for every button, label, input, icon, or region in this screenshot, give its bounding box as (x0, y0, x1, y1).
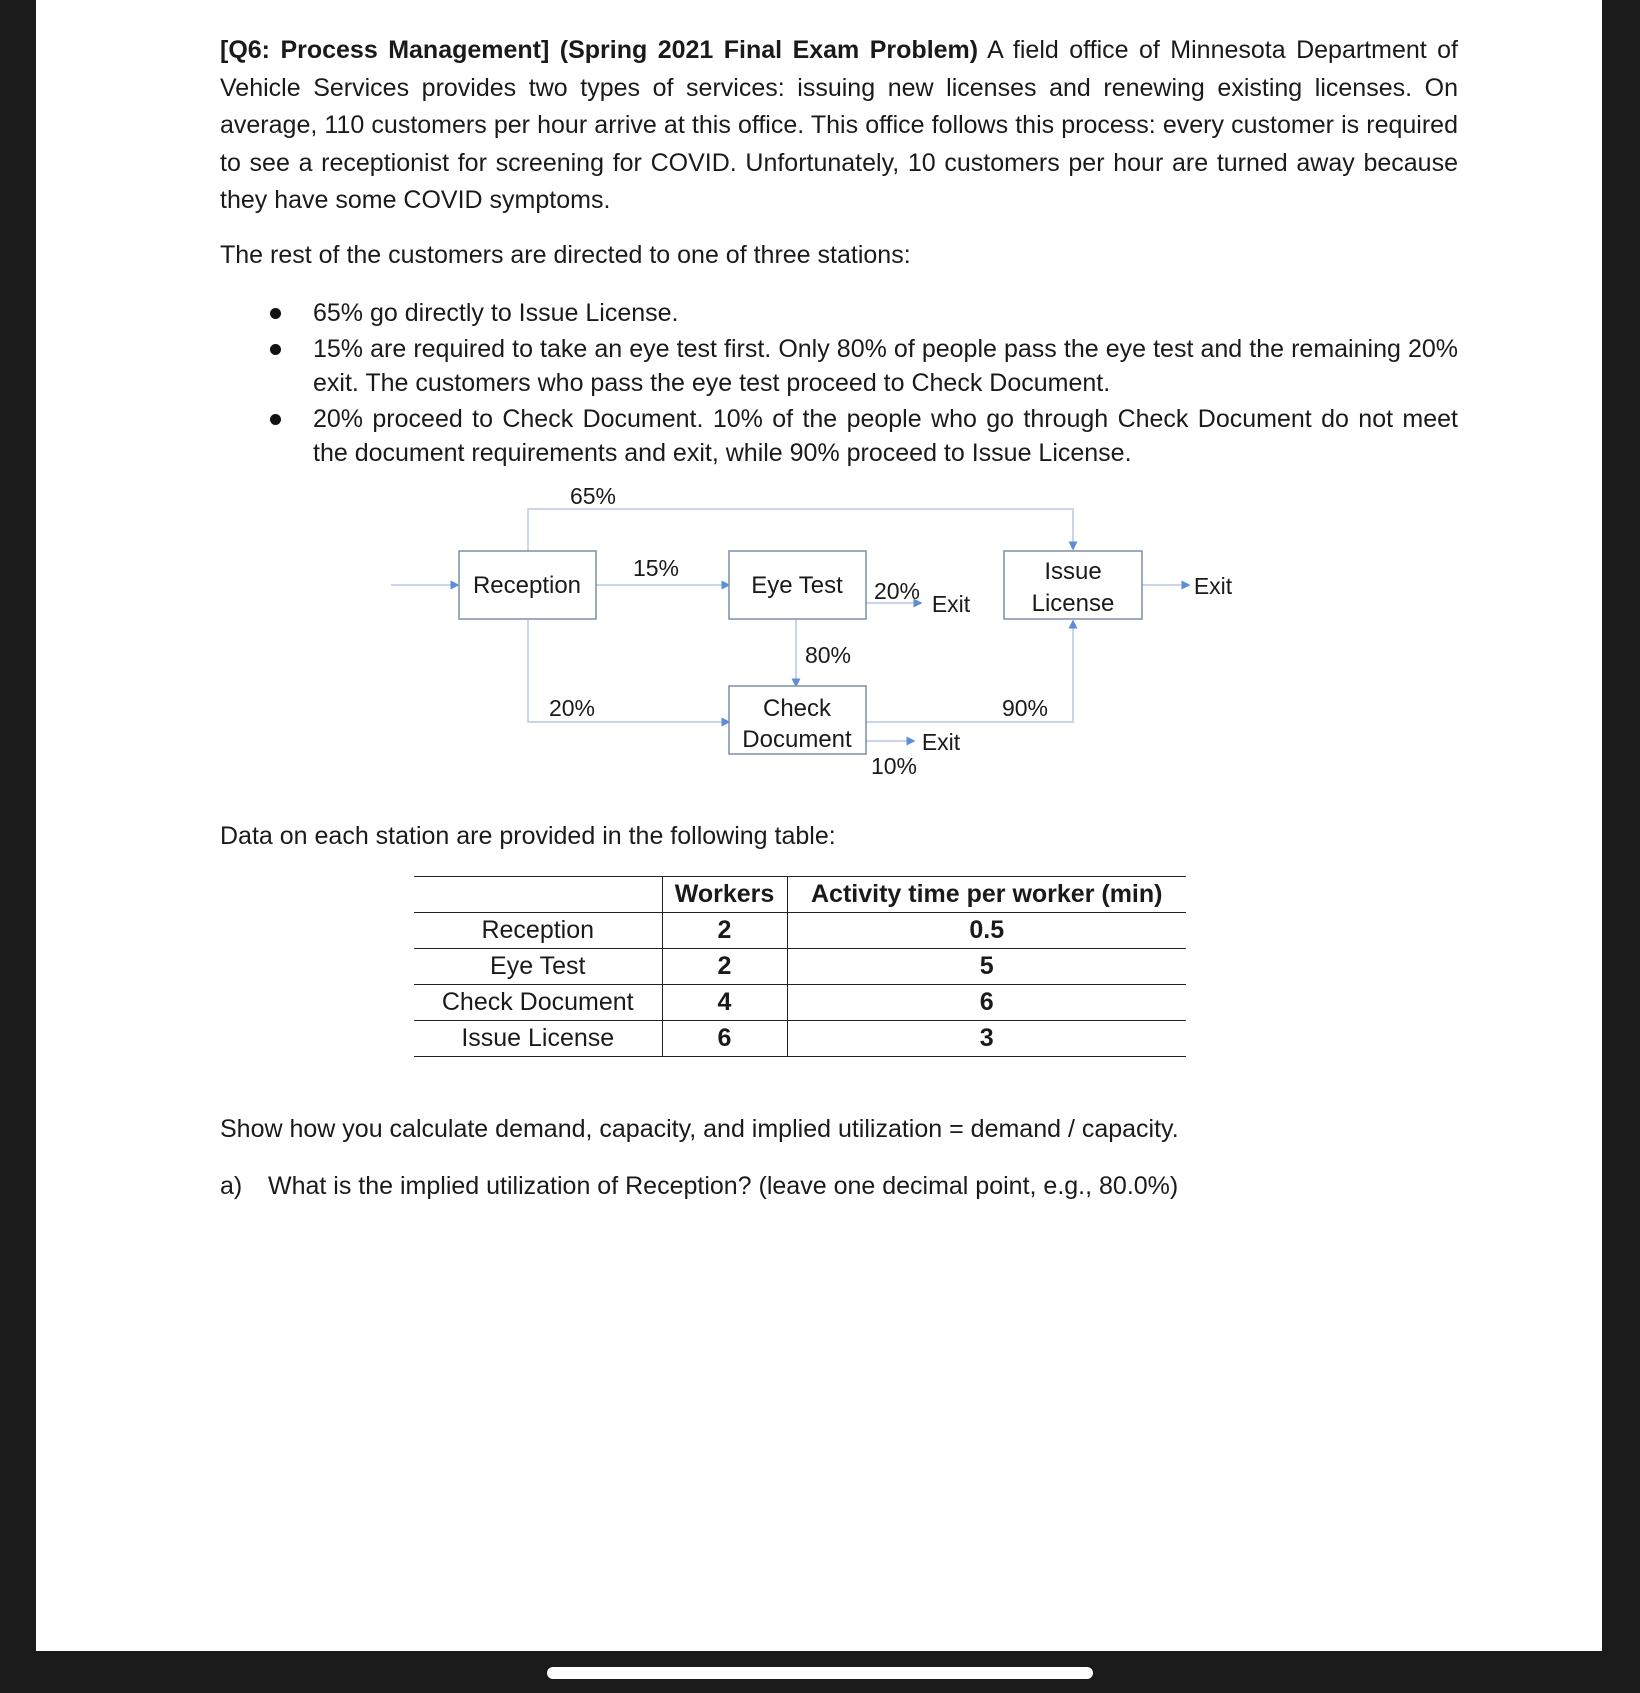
question-a-label: a) (220, 1172, 243, 1200)
check-document-label-line2: Document (742, 726, 852, 753)
exit-label: Exit (921, 729, 961, 755)
exit-label: Exit (1193, 573, 1233, 599)
bullet-text: 20% proceed to Check Document. 10% of the people who go through Check Document do not meet the document requirements and exit, while 90% proceed to Issue License. (313, 405, 1458, 467)
pct-check-document: 20% (548, 695, 596, 721)
pct-document-pass: 90% (1001, 695, 1049, 721)
workers-value: 6 (662, 1021, 787, 1057)
pct-eye-test: 15% (632, 555, 680, 581)
station-data-table (414, 876, 1186, 1057)
table-row (414, 1021, 1186, 1057)
header-activity-time: Activity time per worker (min) (787, 877, 1186, 913)
eye-test-label: Eye Test (751, 572, 843, 599)
table-row (414, 985, 1186, 1021)
workers-value: 2 (662, 949, 787, 985)
arrow-to-issue-license (528, 509, 1073, 551)
table-row (414, 949, 1186, 985)
calculation-instruction: Show how you calculate demand, capacity, and implied utilization = demand / capacity. (220, 1115, 1179, 1143)
issue-license-label-line2: License (1031, 590, 1115, 617)
activity-time-value: 5 (787, 949, 1186, 985)
station-name: Reception (414, 913, 662, 949)
table-intro: Data on each station are provided in the following table: (220, 822, 836, 850)
question-a-text: What is the implied utilization of Reception? (leave one decimal point, e.g., 80.0%) (268, 1172, 1179, 1200)
pct-eye-test-pass: 80% (804, 642, 852, 668)
header-station (414, 877, 662, 913)
question-a (220, 1172, 1178, 1201)
routing-intro: The rest of the customers are directed to one of three stations: (220, 241, 911, 269)
problem-heading: [Q6: Process Management] (Spring 2021 Final Exam Problem) (220, 36, 979, 64)
table-row (414, 913, 1186, 949)
station-name: Eye Test (414, 949, 662, 985)
pct-document-exit: 10% (870, 753, 918, 779)
exit-label: Exit (931, 591, 971, 617)
station-name: Issue License (414, 1021, 662, 1057)
issue-license-label-line1: Issue (1044, 558, 1102, 585)
reception-label: Reception (472, 572, 582, 599)
station-name: Check Document (414, 985, 662, 1021)
activity-time-value: 3 (787, 1021, 1186, 1057)
bullet-text: 65% go directly to Issue License. (313, 299, 679, 327)
pct-issue-direct: 65% (569, 483, 617, 509)
activity-time-value: 0.5 (787, 913, 1186, 949)
pct-eye-test-exit: 20% (873, 578, 921, 604)
check-document-label-line1: Check (762, 695, 832, 722)
header-workers: Workers (662, 877, 787, 913)
bullet-text: 15% are required to take an eye test first. Only 80% of people pass the eye test and the remaining 20% exit. The customers who pass the eye test proceed to Check Document. (313, 335, 1458, 397)
document-page (36, 0, 1602, 1651)
home-indicator-bar[interactable] (547, 1667, 1093, 1679)
workers-value: 2 (662, 913, 787, 949)
problem-intro: A field office of Minnesota Department of Vehicle Services provides two types of services: issuing new licenses and renewing existing licenses. On average, 110 customers per hour arrive at this office. This office follows this process: every customer is required to see a receptionist for screening for COVID. Unfortunately, 10 customers per hour are turned away because they have some COVID symptoms. (220, 36, 1458, 214)
process-flow-diagram (36, 0, 1602, 800)
table-header-row (414, 877, 1186, 913)
workers-value: 4 (662, 985, 787, 1021)
activity-time-value: 6 (787, 985, 1186, 1021)
